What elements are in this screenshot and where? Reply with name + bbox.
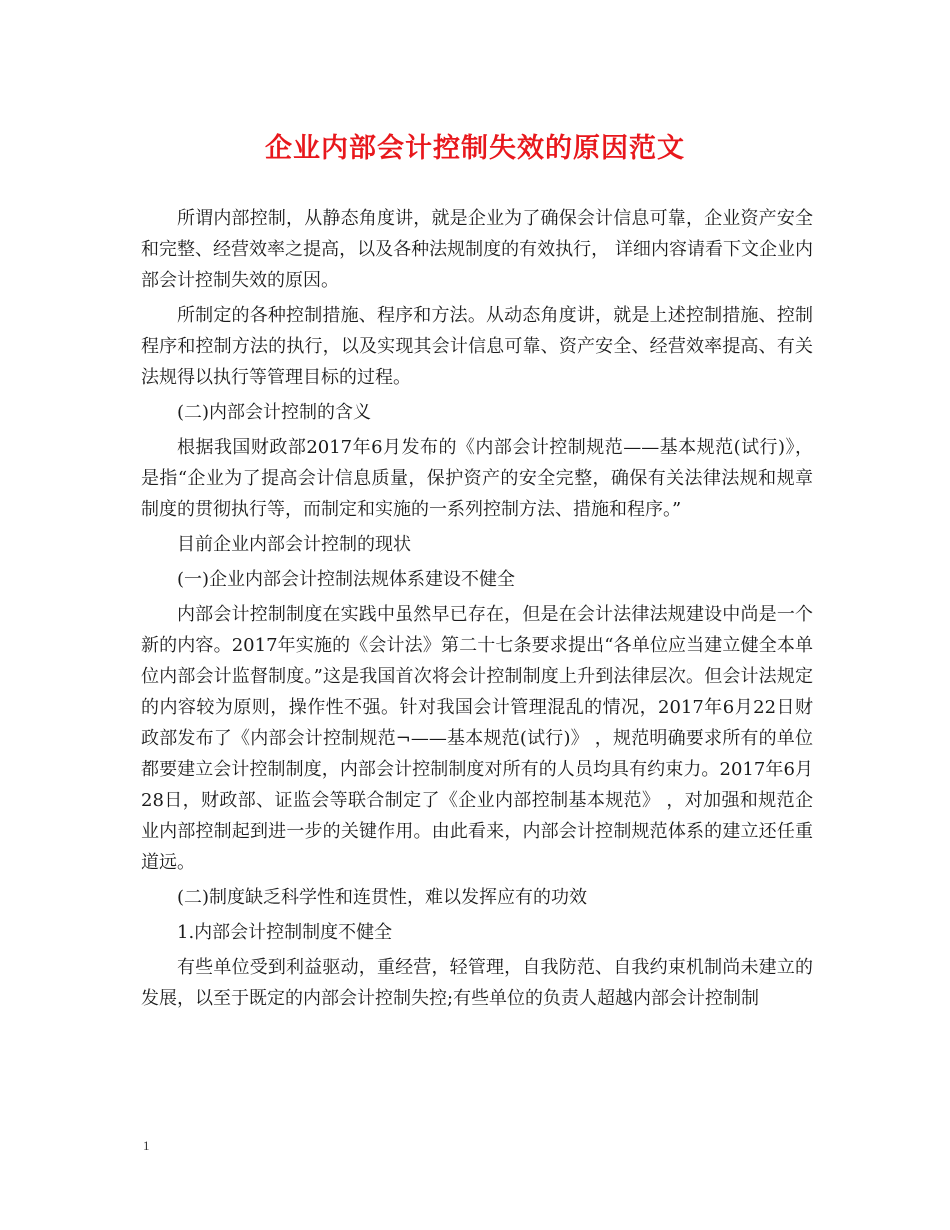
section-heading: 1.内部会计控制制度不健全	[177, 922, 393, 943]
section-heading: (一)企业内部会计控制法规体系建设不健全	[177, 569, 516, 590]
document-body	[141, 203, 813, 1018]
paragraph: 内部会计控制制度在实践中虽然早已存在，但是在会计法律法规建设中尚是一个新的内容。2017年实施的《会计法》第二十七条要求提出“各单位应当建立健全本单位内部会计监督制度。”这是我国首次将会计控制制度上升到法律层次。但会计法规定的内容较为原则，操作性不强。针对我国会计管理混乱的情况，2017年6月22日财政部发布了《内部会计控制规范¬——基本规范(试行)》 ，规范明确要求所有的单位都要建立会计控制制度，内部会计控制制度对所有的人员均具有约束力。2017年6月28日，财政部、证监会等联合制定了《企业内部控制基本规范》 ，对加强和规范企业内部控制起到进一步的关键作用。由此看来，内部会计控制规范体系的建立还任重道远。	[141, 604, 813, 873]
section-heading: 目前企业内部会计控制的现状	[177, 534, 411, 555]
paragraph: 有些单位受到利益驱动，重经营，轻管理，自我防范、自我约束机制尚未建立的发展，以至于既定的内部会计控制失控;有些单位的负责人超越内部会计控制制	[141, 957, 813, 1009]
section-heading: (二)内部会计控制的含义	[177, 402, 372, 423]
paragraph: 所制定的各种控制措施、程序和方法。从动态角度讲，就是上述控制措施、控制程序和控制方法的执行，以及实现其会计信息可靠、资产安全、经营效率提高、有关法规得以执行等管理目标的过程。	[141, 305, 813, 388]
page-number: 1	[143, 1138, 150, 1153]
paragraph: 所谓内部控制，从静态角度讲，就是企业为了确保会计信息可靠，企业资产安全和完整、经营效率之提高，以及各种法规制度的有效执行， 详细内容请看下文企业内部会计控制失效的原因。	[141, 208, 813, 291]
section-heading: (二)制度缺乏科学性和连贯性，难以发挥应有的功效	[177, 887, 588, 908]
paragraph: 根据我国财政部2017年6月发布的《内部会计控制规范——基本规范(试行)》，是指“企业为了提高会计信息质量，保护资产的安全完整，确保有关法律法规和规章制度的贯彻执行等，而制定和实施的一系列控制方法、措施和程序。”	[141, 437, 813, 520]
document-title: 企业内部会计控制失效的原因范文	[265, 133, 685, 164]
